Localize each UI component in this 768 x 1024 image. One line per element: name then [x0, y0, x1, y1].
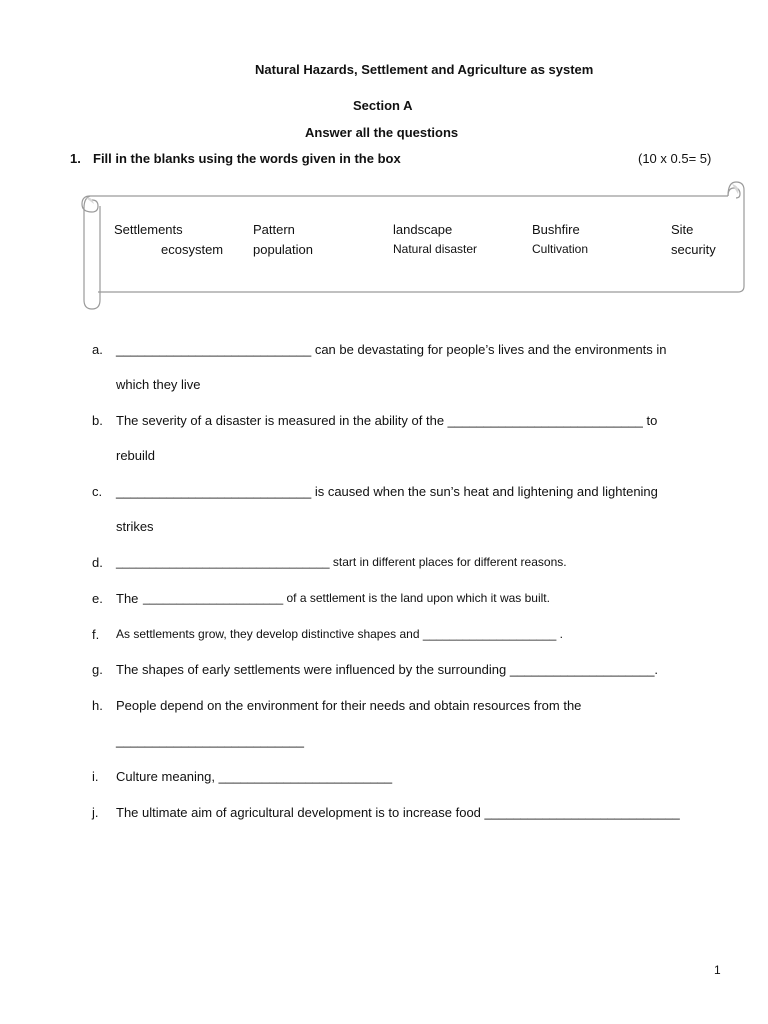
- word-option: Cultivation: [532, 242, 589, 256]
- item-letter: h.: [92, 698, 103, 713]
- word-option: landscape: [393, 222, 453, 237]
- page-number: 1: [714, 963, 721, 977]
- item-text: The: [116, 591, 139, 606]
- item-text: The shapes of early settlements were influenced by the surrounding ____________________.: [116, 662, 659, 677]
- word-option: Pattern: [253, 222, 295, 237]
- document-title: Natural Hazards, Settlement and Agriculture as system: [255, 62, 594, 77]
- item-text-continued: which they live: [116, 377, 201, 392]
- word-option: population: [253, 242, 313, 257]
- instruction-text: Answer all the questions: [305, 125, 459, 140]
- item-text: As settlements grow, they develop distinctive shapes and ____________________ .: [116, 627, 563, 641]
- item-text: The ultimate aim of agricultural development is to increase food ___________________________: [116, 805, 680, 820]
- item-letter: d.: [92, 555, 103, 570]
- item-letter: g.: [92, 662, 103, 677]
- question-number: 1.: [70, 151, 81, 166]
- item-text: ___________________________ is caused when the sun’s heat and lightening and lightening: [116, 484, 658, 499]
- word-option: Site: [671, 222, 694, 237]
- item-letter: j.: [92, 805, 99, 820]
- item-text: Culture meaning, ________________________: [116, 769, 393, 784]
- item-letter: e.: [92, 591, 103, 606]
- section-heading: Section A: [353, 98, 413, 113]
- word-option: Bushfire: [532, 222, 580, 237]
- item-letter: f.: [92, 627, 100, 642]
- item-letter: c.: [92, 484, 103, 499]
- item-letter: b.: [92, 413, 103, 428]
- item-text: People depend on the environment for their needs and obtain resources from the: [116, 698, 582, 713]
- question-text: Fill in the blanks using the words given in the box: [93, 151, 401, 166]
- item-text: _____________________ of a settlement is the land upon which it was built.: [143, 591, 550, 605]
- word-option: security: [671, 242, 716, 257]
- word-option: Settlements: [114, 222, 183, 237]
- word-option: Natural disaster: [393, 242, 478, 256]
- item-text: The severity of a disaster is measured in the ability of the ___________________________ to: [116, 413, 658, 428]
- item-text: ___________________________ can be devastating for people’s lives and the environments in: [116, 342, 667, 357]
- item-letter: i.: [92, 769, 99, 784]
- marks-allocation: (10 x 0.5= 5): [638, 151, 712, 166]
- item-text-continued: __________________________: [116, 733, 304, 748]
- item-letter: a.: [92, 342, 103, 357]
- word-option: ecosystem: [161, 242, 224, 257]
- item-text-continued: strikes: [116, 519, 154, 534]
- item-text-continued: rebuild: [116, 448, 156, 463]
- item-text: ________________________________ start in different places for different reasons.: [116, 555, 567, 569]
